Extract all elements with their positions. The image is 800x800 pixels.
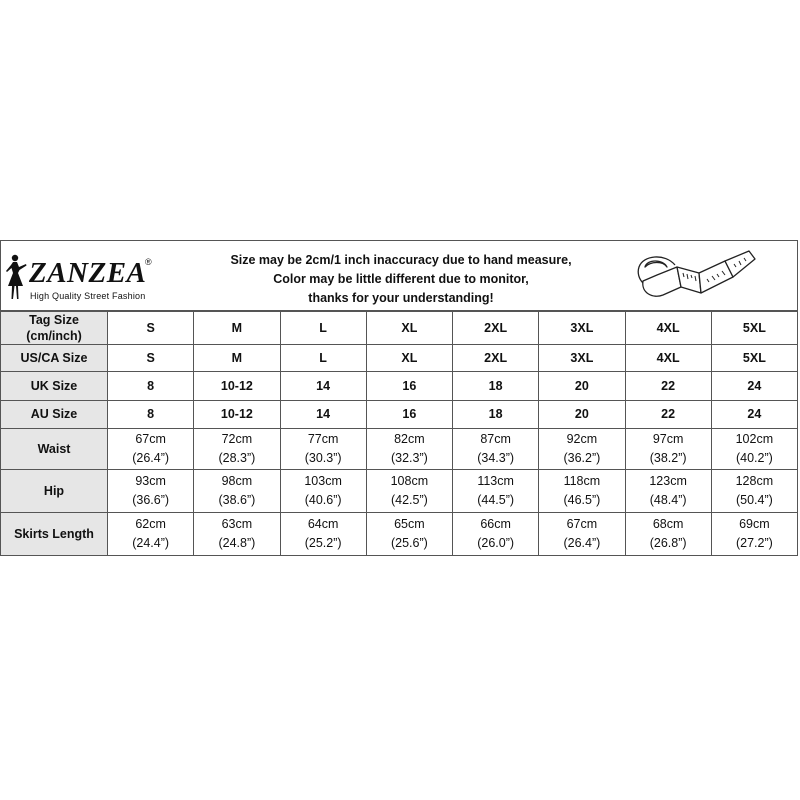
measuring-tape-icon	[629, 247, 759, 307]
measurement-cm: 102cm	[735, 432, 774, 447]
measurement-inch: (24.8”)	[218, 535, 256, 550]
row-header-label: UK Size	[30, 379, 78, 394]
measurement-cell	[194, 428, 280, 469]
measurement-inch: (32.3”)	[390, 451, 428, 466]
table-row	[1, 470, 798, 512]
measurement-cell	[539, 428, 625, 469]
row-header	[1, 345, 108, 372]
measurement-inch: (36.6”)	[132, 492, 170, 507]
measurement-cell	[711, 428, 797, 469]
size-cell: 5XL	[711, 345, 797, 372]
measurement-cell	[366, 512, 452, 555]
measurement-cell	[711, 470, 797, 512]
measurement-inch: (40.2”)	[735, 451, 773, 466]
size-cell: 24	[711, 400, 797, 428]
brand-name: ZANZEA	[29, 257, 147, 289]
measurement-inch: (25.2”)	[304, 535, 342, 550]
measurement-cm: 113cm	[477, 473, 514, 488]
size-cell: S	[108, 312, 194, 345]
measurement-cm: 123cm	[649, 473, 687, 488]
row-header: Waist	[1, 428, 108, 469]
measurement-inch: (48.4”)	[649, 492, 687, 507]
row-header: Hip	[1, 470, 108, 512]
measurement-inch: (27.2”)	[735, 535, 773, 550]
size-cell: 16	[366, 372, 452, 400]
size-cell: 14	[280, 372, 366, 400]
measurement-cell	[194, 512, 280, 555]
size-cell: 4XL	[625, 345, 711, 372]
measurement-cm: 128cm	[735, 473, 774, 488]
measurement-cm: 87cm	[480, 432, 511, 447]
measurement-cm: 93cm	[135, 473, 166, 488]
row-header: Skirts Length	[1, 512, 108, 555]
row-header-label: AU Size	[30, 407, 78, 422]
measurement-inch: (34.3”)	[477, 451, 515, 466]
row-header-label: US/CA Size	[20, 351, 88, 366]
size-cell: 2XL	[453, 345, 539, 372]
size-cell: 2XL	[453, 312, 539, 345]
measurement-cm: 67cm	[135, 432, 166, 447]
notice-line: Color may be little different due to monitor,	[273, 272, 529, 286]
measurement-inch: (25.6”)	[390, 535, 428, 550]
measurement-inch: (36.2”)	[563, 451, 601, 466]
measurement-cm: 72cm	[221, 432, 253, 447]
measurement-inch: (50.4”)	[735, 492, 773, 507]
size-cell: 20	[539, 400, 625, 428]
brand-tagline: High Quality Street Fashion	[30, 291, 146, 301]
table-row	[1, 312, 798, 345]
measurement-cell	[453, 428, 539, 469]
measurement-cell	[625, 428, 711, 469]
measurement-cell	[194, 470, 280, 512]
measurement-cm: 77cm	[307, 432, 339, 447]
size-cell: 10-12	[194, 372, 280, 400]
measurement-cell	[280, 428, 366, 469]
measurement-cell	[280, 512, 366, 555]
size-cell: 16	[366, 400, 452, 428]
size-cell: 3XL	[539, 345, 625, 372]
measurement-inch: (44.5”)	[477, 492, 515, 507]
measurement-cell	[625, 470, 711, 512]
table-row	[1, 512, 798, 555]
size-cell: 24	[711, 372, 797, 400]
measurement-inch: (40.6”)	[304, 492, 342, 507]
measurement-cell	[366, 428, 452, 469]
row-header	[1, 312, 108, 345]
measurement-cell	[539, 512, 625, 555]
measurement-cm: 98cm	[221, 473, 253, 488]
size-chart	[0, 240, 800, 556]
measurement-cm: 118cm	[563, 473, 601, 488]
measurement-inch: (26.4”)	[132, 451, 170, 466]
measurement-cm: 64cm	[307, 516, 339, 531]
size-cell: XL	[366, 345, 452, 372]
size-cell: 20	[539, 372, 625, 400]
measurement-inch: (30.3”)	[304, 451, 342, 466]
measurement-inch: (38.2”)	[649, 451, 687, 466]
size-table	[0, 311, 798, 556]
notice-line: Size may be 2cm/1 inch inaccuracy due to hand measure,	[230, 253, 572, 267]
measurement-cell	[108, 512, 194, 555]
measurement-cell	[711, 512, 797, 555]
size-cell: 22	[625, 400, 711, 428]
measurement-cell	[539, 470, 625, 512]
table-row	[1, 400, 798, 428]
measurement-inch: (42.5”)	[390, 492, 428, 507]
size-cell: 22	[625, 372, 711, 400]
size-cell: M	[194, 345, 280, 372]
brand-logo	[5, 251, 180, 303]
measurement-inch: (26.0”)	[477, 535, 515, 550]
size-cell: XL	[366, 312, 452, 345]
measurement-cm: 103cm	[304, 473, 342, 488]
table-row	[1, 428, 798, 469]
measurement-cm: 82cm	[394, 432, 425, 447]
size-cell: 8	[108, 372, 194, 400]
size-cell: 3XL	[539, 312, 625, 345]
size-cell: 18	[453, 372, 539, 400]
measurement-cm: 108cm	[390, 473, 429, 488]
size-cell: M	[194, 312, 280, 345]
measurement-cm: 62cm	[135, 516, 166, 531]
measurement-cm: 67cm	[566, 516, 598, 531]
row-header-label: Tag Size	[29, 313, 79, 328]
size-cell: L	[280, 345, 366, 372]
measurement-inch: (46.5”)	[563, 492, 601, 507]
measurement-cell	[453, 470, 539, 512]
measurement-cell	[280, 470, 366, 512]
measurement-cm: 63cm	[221, 516, 253, 531]
measurement-cell	[366, 470, 452, 512]
measurement-inch: (28.3”)	[218, 451, 256, 466]
measurement-notice	[206, 251, 596, 308]
size-cell: L	[280, 312, 366, 345]
row-header-sublabel: (cm/inch)	[26, 329, 82, 344]
measurement-cell	[453, 512, 539, 555]
woman-silhouette-icon	[5, 253, 29, 301]
table-row	[1, 372, 798, 400]
measurement-cm: 65cm	[394, 516, 425, 531]
table-row	[1, 345, 798, 372]
size-cell: 8	[108, 400, 194, 428]
measurement-inch: (38.6”)	[218, 492, 256, 507]
size-cell: 4XL	[625, 312, 711, 345]
row-header	[1, 372, 108, 400]
measurement-cell	[625, 512, 711, 555]
size-cell: 5XL	[711, 312, 797, 345]
measurement-cell	[108, 428, 194, 469]
measurement-cm: 92cm	[566, 432, 598, 447]
registered-mark: ®	[145, 257, 152, 267]
measurement-inch: (26.4”)	[563, 535, 601, 550]
measurement-cm: 97cm	[652, 432, 684, 447]
measurement-cell	[108, 470, 194, 512]
measurement-cm: 66cm	[480, 516, 511, 531]
row-header	[1, 400, 108, 428]
measurement-cm: 69cm	[739, 516, 770, 531]
size-cell: 18	[453, 400, 539, 428]
measurement-inch: (24.4”)	[132, 535, 170, 550]
size-cell: 10-12	[194, 400, 280, 428]
size-cell: 14	[280, 400, 366, 428]
size-cell: S	[108, 345, 194, 372]
measurement-inch: (26.8”)	[649, 535, 687, 550]
notice-line: thanks for your understanding!	[308, 291, 494, 305]
chart-header	[0, 240, 798, 311]
measurement-cm: 68cm	[652, 516, 684, 531]
